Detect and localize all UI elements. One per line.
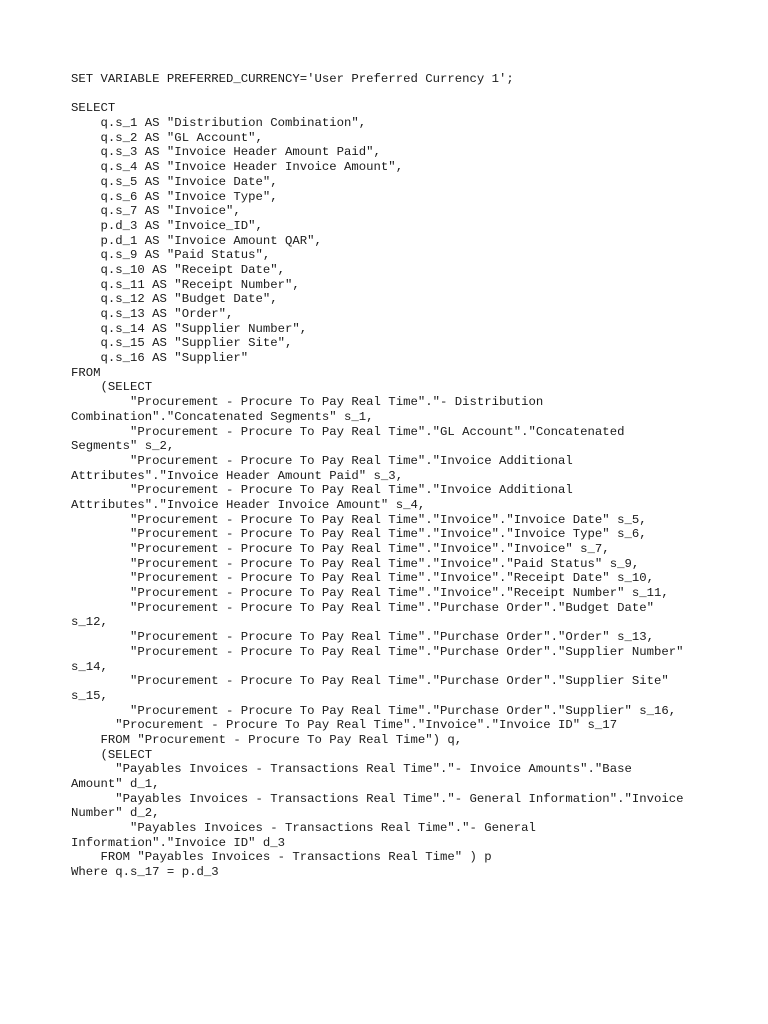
code-line: FROM "Procurement - Procure To Pay Real Time") q, bbox=[71, 732, 463, 747]
sql-code-block bbox=[71, 72, 761, 880]
code-line: q.s_7 AS "Invoice", bbox=[71, 204, 241, 219]
code-line: Where q.s_17 = p.d_3 bbox=[71, 865, 219, 880]
code-line: "Procurement - Procure To Pay Real Time"."Purchase Order"."Order" s_13, bbox=[71, 630, 654, 645]
code-line: q.s_14 AS "Supplier Number", bbox=[71, 321, 308, 336]
code-line: q.s_4 AS "Invoice Header Invoice Amount", bbox=[71, 160, 404, 175]
code-line: q.s_11 AS "Receipt Number", bbox=[71, 277, 300, 292]
code-line: q.s_5 AS "Invoice Date", bbox=[71, 174, 278, 189]
code-line: Amount" d_1, bbox=[71, 777, 160, 791]
code-line: q.s_2 AS "GL Account", bbox=[71, 130, 263, 145]
code-line: SELECT bbox=[71, 101, 116, 116]
code-line: "Procurement - Procure To Pay Real Time"."Purchase Order"."Supplier Site" bbox=[71, 674, 669, 689]
code-line: "Payables Invoices - Transactions Real Time"."- Invoice Amounts"."Base bbox=[71, 762, 632, 777]
code-line: q.s_10 AS "Receipt Date", bbox=[71, 262, 286, 277]
code-line: FROM bbox=[71, 365, 101, 380]
code-line: "Procurement - Procure To Pay Real Time"."Invoice"."Receipt Date" s_10, bbox=[71, 571, 654, 586]
code-line: FROM "Payables Invoices - Transactions Real Time" ) p bbox=[71, 850, 492, 865]
code-line: "Procurement - Procure To Pay Real Time"."Purchase Order"."Budget Date" bbox=[71, 600, 654, 615]
code-line: Attributes"."Invoice Header Amount Paid" s_3, bbox=[71, 468, 404, 483]
code-line: "Procurement - Procure To Pay Real Time"."Invoice"."Invoice ID" s_17 bbox=[71, 718, 618, 733]
code-line: "Payables Invoices - Transactions Real Time"."- General bbox=[71, 821, 536, 836]
code-line: "Procurement - Procure To Pay Real Time"."Invoice Additional bbox=[71, 453, 573, 468]
code-line: s_14, bbox=[71, 659, 108, 674]
code-line: q.s_9 AS "Paid Status", bbox=[71, 248, 271, 263]
code-line: p.d_1 AS "Invoice Amount QAR", bbox=[71, 233, 322, 248]
code-line: q.s_16 AS "Supplier" bbox=[71, 351, 249, 366]
code-line: Number" d_2, bbox=[71, 806, 160, 821]
code-line: q.s_12 AS "Budget Date", bbox=[71, 292, 278, 307]
code-line bbox=[71, 87, 761, 102]
code-line: p.d_3 AS "Invoice_ID", bbox=[71, 218, 263, 233]
code-line: Combination"."Concatenated Segments" s_1, bbox=[71, 409, 374, 424]
code-line: Information"."Invoice ID" d_3 bbox=[71, 835, 286, 850]
code-line: "Procurement - Procure To Pay Real Time"."GL Account"."Concatenated bbox=[71, 424, 625, 439]
code-line: q.s_3 AS "Invoice Header Amount Paid", bbox=[71, 145, 381, 160]
code-line: Attributes"."Invoice Header Invoice Amount" s_4, bbox=[71, 497, 426, 512]
code-line: "Payables Invoices - Transactions Real Time"."- General Information"."Invoice bbox=[71, 791, 684, 806]
code-line: "Procurement - Procure To Pay Real Time"."Invoice Additional bbox=[71, 483, 573, 498]
code-line: q.s_15 AS "Supplier Site", bbox=[71, 336, 293, 351]
code-line: Segments" s_2, bbox=[71, 439, 175, 454]
code-line: SET VARIABLE PREFERRED_CURRENCY='User Preferred Currency 1'; bbox=[71, 72, 514, 86]
code-line: "Procurement - Procure To Pay Real Time"."- Distribution bbox=[71, 395, 544, 410]
code-line: s_12, bbox=[71, 615, 108, 630]
code-line: (SELECT bbox=[71, 747, 153, 762]
code-line: q.s_6 AS "Invoice Type", bbox=[71, 189, 278, 204]
code-line: "Procurement - Procure To Pay Real Time"."Purchase Order"."Supplier" s_16, bbox=[71, 703, 677, 718]
code-line: s_15, bbox=[71, 688, 108, 703]
code-line: q.s_1 AS "Distribution Combination", bbox=[71, 116, 367, 131]
code-line: "Procurement - Procure To Pay Real Time"."Invoice"."Invoice" s_7, bbox=[71, 542, 610, 556]
code-line: "Procurement - Procure To Pay Real Time"."Invoice"."Receipt Number" s_11, bbox=[71, 586, 669, 601]
code-line: "Procurement - Procure To Pay Real Time"."Invoice"."Invoice Date" s_5, bbox=[71, 512, 647, 527]
code-line: (SELECT bbox=[71, 380, 153, 395]
code-line: "Procurement - Procure To Pay Real Time"."Invoice"."Invoice Type" s_6, bbox=[71, 527, 647, 542]
code-line: "Procurement - Procure To Pay Real Time"."Invoice"."Paid Status" s_9, bbox=[71, 556, 640, 571]
code-line: "Procurement - Procure To Pay Real Time"."Purchase Order"."Supplier Number" bbox=[71, 644, 684, 659]
code-line: q.s_13 AS "Order", bbox=[71, 307, 234, 321]
